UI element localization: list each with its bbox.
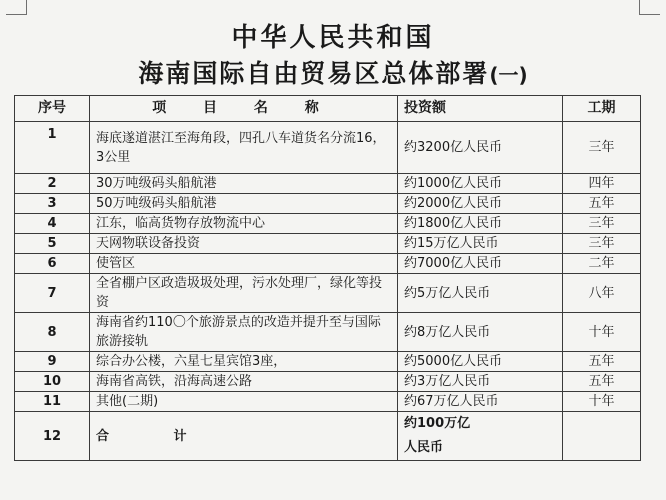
row-period: 四年 — [563, 174, 641, 194]
title-line-2-main: 海南国际自由贸易区总体部署 — [138, 59, 490, 88]
row-investment: 约15万亿人民币 — [398, 234, 563, 254]
row-investment: 约5000亿人民币 — [398, 352, 563, 372]
row-item: 海南省高铁，沿海高速公路 — [90, 372, 398, 392]
total-label: 合 计 — [90, 412, 398, 461]
row-item: 海底遂道湛江至海角段，四孔八车道货名分流16，3公里 — [90, 122, 398, 174]
header-no: 序号 — [15, 96, 90, 122]
row-investment: 约1000亿人民币 — [398, 174, 563, 194]
table-row — [15, 313, 641, 352]
row-no: 8 — [15, 313, 90, 352]
row-item: 其他(二期) — [90, 392, 398, 412]
row-no: 5 — [15, 234, 90, 254]
row-item: 江东，临高货物存放物流中心 — [90, 214, 398, 234]
row-period: 十年 — [563, 392, 641, 412]
row-item: 全省棚户区政造圾圾处理，污水处理厂，绿化等投资 — [90, 274, 398, 313]
title-line-1: 中华人民共和国 — [231, 23, 435, 53]
deployment-table — [14, 95, 641, 461]
page-corner-mark-left — [6, 0, 27, 15]
row-no: 2 — [15, 174, 90, 194]
table-row — [15, 392, 641, 412]
header-item: 项 目 名 称 — [90, 96, 398, 122]
row-period: 三年 — [563, 214, 641, 234]
table-row — [15, 194, 641, 214]
total-investment-line-1: 约100万亿 — [404, 416, 471, 431]
title-line-2 — [0, 58, 666, 91]
row-period: 八年 — [563, 274, 641, 313]
row-period: 三年 — [563, 122, 641, 174]
row-no: 4 — [15, 214, 90, 234]
table-row — [15, 122, 641, 174]
row-period: 五年 — [563, 372, 641, 392]
title-line-2-suffix: (一) — [489, 63, 528, 87]
row-investment: 约8万亿人民币 — [398, 313, 563, 352]
row-period: 三年 — [563, 234, 641, 254]
row-no: 11 — [15, 392, 90, 412]
table-row — [15, 254, 641, 274]
total-investment — [398, 412, 563, 461]
row-item: 使管区 — [90, 254, 398, 274]
row-no: 1 — [15, 122, 90, 174]
row-period: 五年 — [563, 352, 641, 372]
row-no: 6 — [15, 254, 90, 274]
row-item: 海南省约110〇个旅游景点的改造并提升至与国际旅游接轨 — [90, 313, 398, 352]
page-corner-mark-right — [639, 0, 660, 15]
total-row — [15, 412, 641, 461]
row-investment: 约1800亿人民币 — [398, 214, 563, 234]
row-no: 10 — [15, 372, 90, 392]
row-investment: 约7000亿人民币 — [398, 254, 563, 274]
total-no: 12 — [15, 412, 90, 461]
table-header-row — [15, 96, 641, 122]
row-investment: 约2000亿人民币 — [398, 194, 563, 214]
total-period — [563, 412, 641, 461]
row-no: 7 — [15, 274, 90, 313]
table-row — [15, 174, 641, 194]
row-item: 综合办公楼，六星七星宾馆3座， — [90, 352, 398, 372]
row-investment: 约3万亿人民币 — [398, 372, 563, 392]
row-period: 十年 — [563, 313, 641, 352]
table-row — [15, 372, 641, 392]
row-no: 3 — [15, 194, 90, 214]
row-period: 二年 — [563, 254, 641, 274]
table-row — [15, 274, 641, 313]
header-period: 工期 — [563, 96, 641, 122]
row-item: 30万吨级码头船航港 — [90, 174, 398, 194]
row-item: 50万吨级码头船航港 — [90, 194, 398, 214]
table-row — [15, 352, 641, 372]
row-period: 五年 — [563, 194, 641, 214]
row-item: 天网物联设备投资 — [90, 234, 398, 254]
document-title — [0, 22, 666, 91]
table-row — [15, 234, 641, 254]
total-investment-line-2: 人民币 — [404, 440, 444, 455]
row-investment: 约5万亿人民币 — [398, 274, 563, 313]
row-no: 9 — [15, 352, 90, 372]
row-investment: 约67万亿人民币 — [398, 392, 563, 412]
table-row — [15, 214, 641, 234]
header-investment: 投资额 — [398, 96, 563, 122]
row-investment: 约3200亿人民币 — [398, 122, 563, 174]
